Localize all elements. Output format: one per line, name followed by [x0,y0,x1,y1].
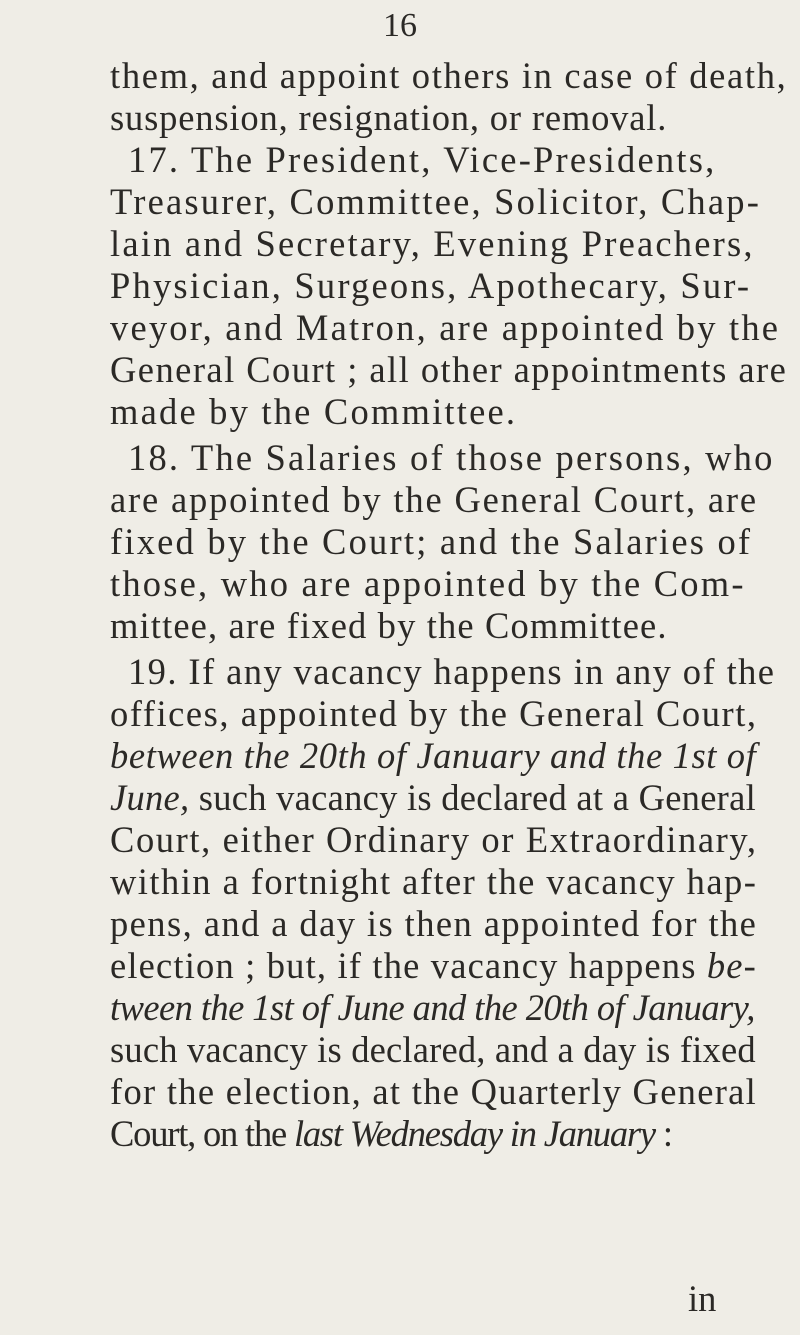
text-line [110,348,787,392]
text-segment: veyor, and Matron, are appointed by the [110,307,781,348]
text-segment: Court, on the [110,1113,294,1154]
text-segment: are appointed by the General Court, are [110,479,758,520]
text-line [128,138,716,182]
text-line [110,222,755,266]
text-segment: mittee, are fixed by the Committee. [110,605,668,646]
italic-text: between the 20th of January and the 1st of [110,735,757,776]
text-line [110,96,667,140]
text-segment: made by the Committee. [110,391,518,432]
text-line [110,818,758,862]
text-line [110,54,787,98]
text-line [110,390,517,434]
text-segment: : [654,1113,672,1154]
text-line [110,734,756,778]
text-segment: offices, appointed by the General Court, [110,693,758,734]
catchword: in [688,1278,717,1319]
text-line [110,1028,756,1072]
text-line [110,1070,757,1114]
italic-text: tween the 1st of June and the 20th of January, [110,987,755,1028]
text-line [110,692,758,736]
text-line [128,436,775,480]
italic-text: be- [706,945,757,986]
text-line [110,902,757,946]
text-segment: within a fortnight after the vacancy hap- [110,861,758,902]
text-line [110,860,757,904]
text-segment: 18. The Salaries of those persons, who [128,437,775,478]
text-segment: election ; but, if the vacancy happens [110,945,707,986]
text-segment: fixed by the Court; and the Salaries of [110,521,753,562]
text-line [110,478,758,522]
text-segment: 17. The President, Vice-Presidents, [128,139,717,180]
italic-text: last Wednesday in January [293,1113,655,1154]
text-segment: Court, either Ordinary or Extraordinary, [110,819,758,860]
text-line [110,264,751,308]
page-number: 16 [383,7,417,44]
text-line [110,776,756,820]
text-segment: Physician, Surgeons, Apothecary, Sur- [110,265,752,306]
text-line [110,944,757,988]
text-segment: suspension, resignation, or removal. [110,97,668,138]
italic-text: June, [110,777,190,818]
text-line [110,986,755,1030]
text-segment: pens, and a day is then appointed for the [110,903,758,944]
text-segment: General Court ; all other appointments are [110,349,788,390]
text-line [110,520,752,564]
text-segment: such vacancy is declared at a General [189,777,756,818]
text-line [110,180,761,224]
text-segment: lain and Secretary, Evening Preachers, [110,223,755,264]
text-segment: such vacancy is declared, and a day is fixed [110,1029,756,1070]
text-segment: Treasurer, Committee, Solicitor, Chap- [110,181,762,222]
text-line [128,650,775,694]
text-line [110,1112,672,1156]
text-segment: for the election, at the Quarterly General [110,1071,758,1112]
text-line [110,604,668,648]
text-segment: them, and appoint others in case of death, [110,55,788,96]
text-line [110,306,780,350]
text-line [110,562,746,606]
text-segment: 19. If any vacancy happens in any of the [128,651,776,692]
text-segment: those, who are appointed by the Com- [110,563,746,604]
